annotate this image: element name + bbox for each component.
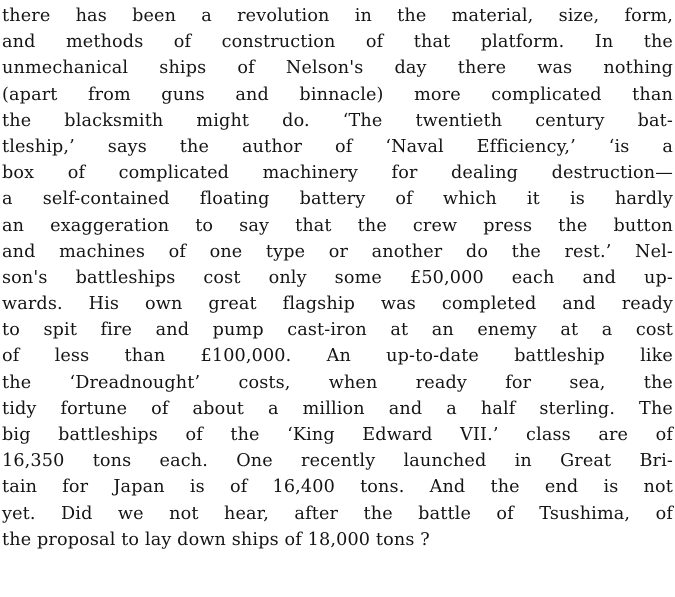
text-line: an exaggeration to say that the crew press the button xyxy=(2,215,673,236)
text-line: of less than £100,000. An up-to-date battleship like xyxy=(2,346,673,367)
text-line: and machines of one type or another do the rest.’ Nel- xyxy=(2,241,673,262)
text-line: the blacksmith might do. ‘The twentieth century bat- xyxy=(2,110,673,131)
text-line: there has been a revolution in the material, size, form, xyxy=(2,6,673,26)
text-line: the ‘Dreadnought’ costs, when ready for sea, the xyxy=(2,372,673,393)
text-line: son's battleships cost only some £50,000 each and up- xyxy=(2,267,673,288)
text-line: tain for Japan is of 16,400 tons. And the end is not xyxy=(2,477,673,498)
text-line: tleship,’ says the author of ‘Naval Efficiency,’ ‘is a xyxy=(2,136,673,157)
text-line: yet. Did we not hear, after the battle of Tsushima, of xyxy=(2,503,673,524)
text-line: box of complicated machinery for dealing destruction— xyxy=(2,163,673,184)
text-line: to spit fire and pump cast-iron at an enemy at a cost xyxy=(2,320,673,341)
text-line: the proposal to lay down ships of 18,000 tons ? xyxy=(2,529,430,550)
text-block xyxy=(2,3,673,553)
text-line: wards. His own great flagship was completed and ready xyxy=(2,294,673,315)
text-line: a self-contained floating battery of which it is hardly xyxy=(2,189,673,210)
text-line: (apart from guns and binnacle) more complicated than xyxy=(2,84,673,105)
text-line: 16,350 tons each. One recently launched in Great Bri- xyxy=(2,451,673,472)
text-line: and methods of construction of that platform. In the xyxy=(2,32,673,53)
text-line: big battleships of the ‘King Edward VII.’ class are of xyxy=(2,425,673,445)
text-line: unmechanical ships of Nelson's day there was nothing xyxy=(2,58,673,79)
text-line: tidy fortune of about a million and a half sterling. The xyxy=(2,398,673,419)
